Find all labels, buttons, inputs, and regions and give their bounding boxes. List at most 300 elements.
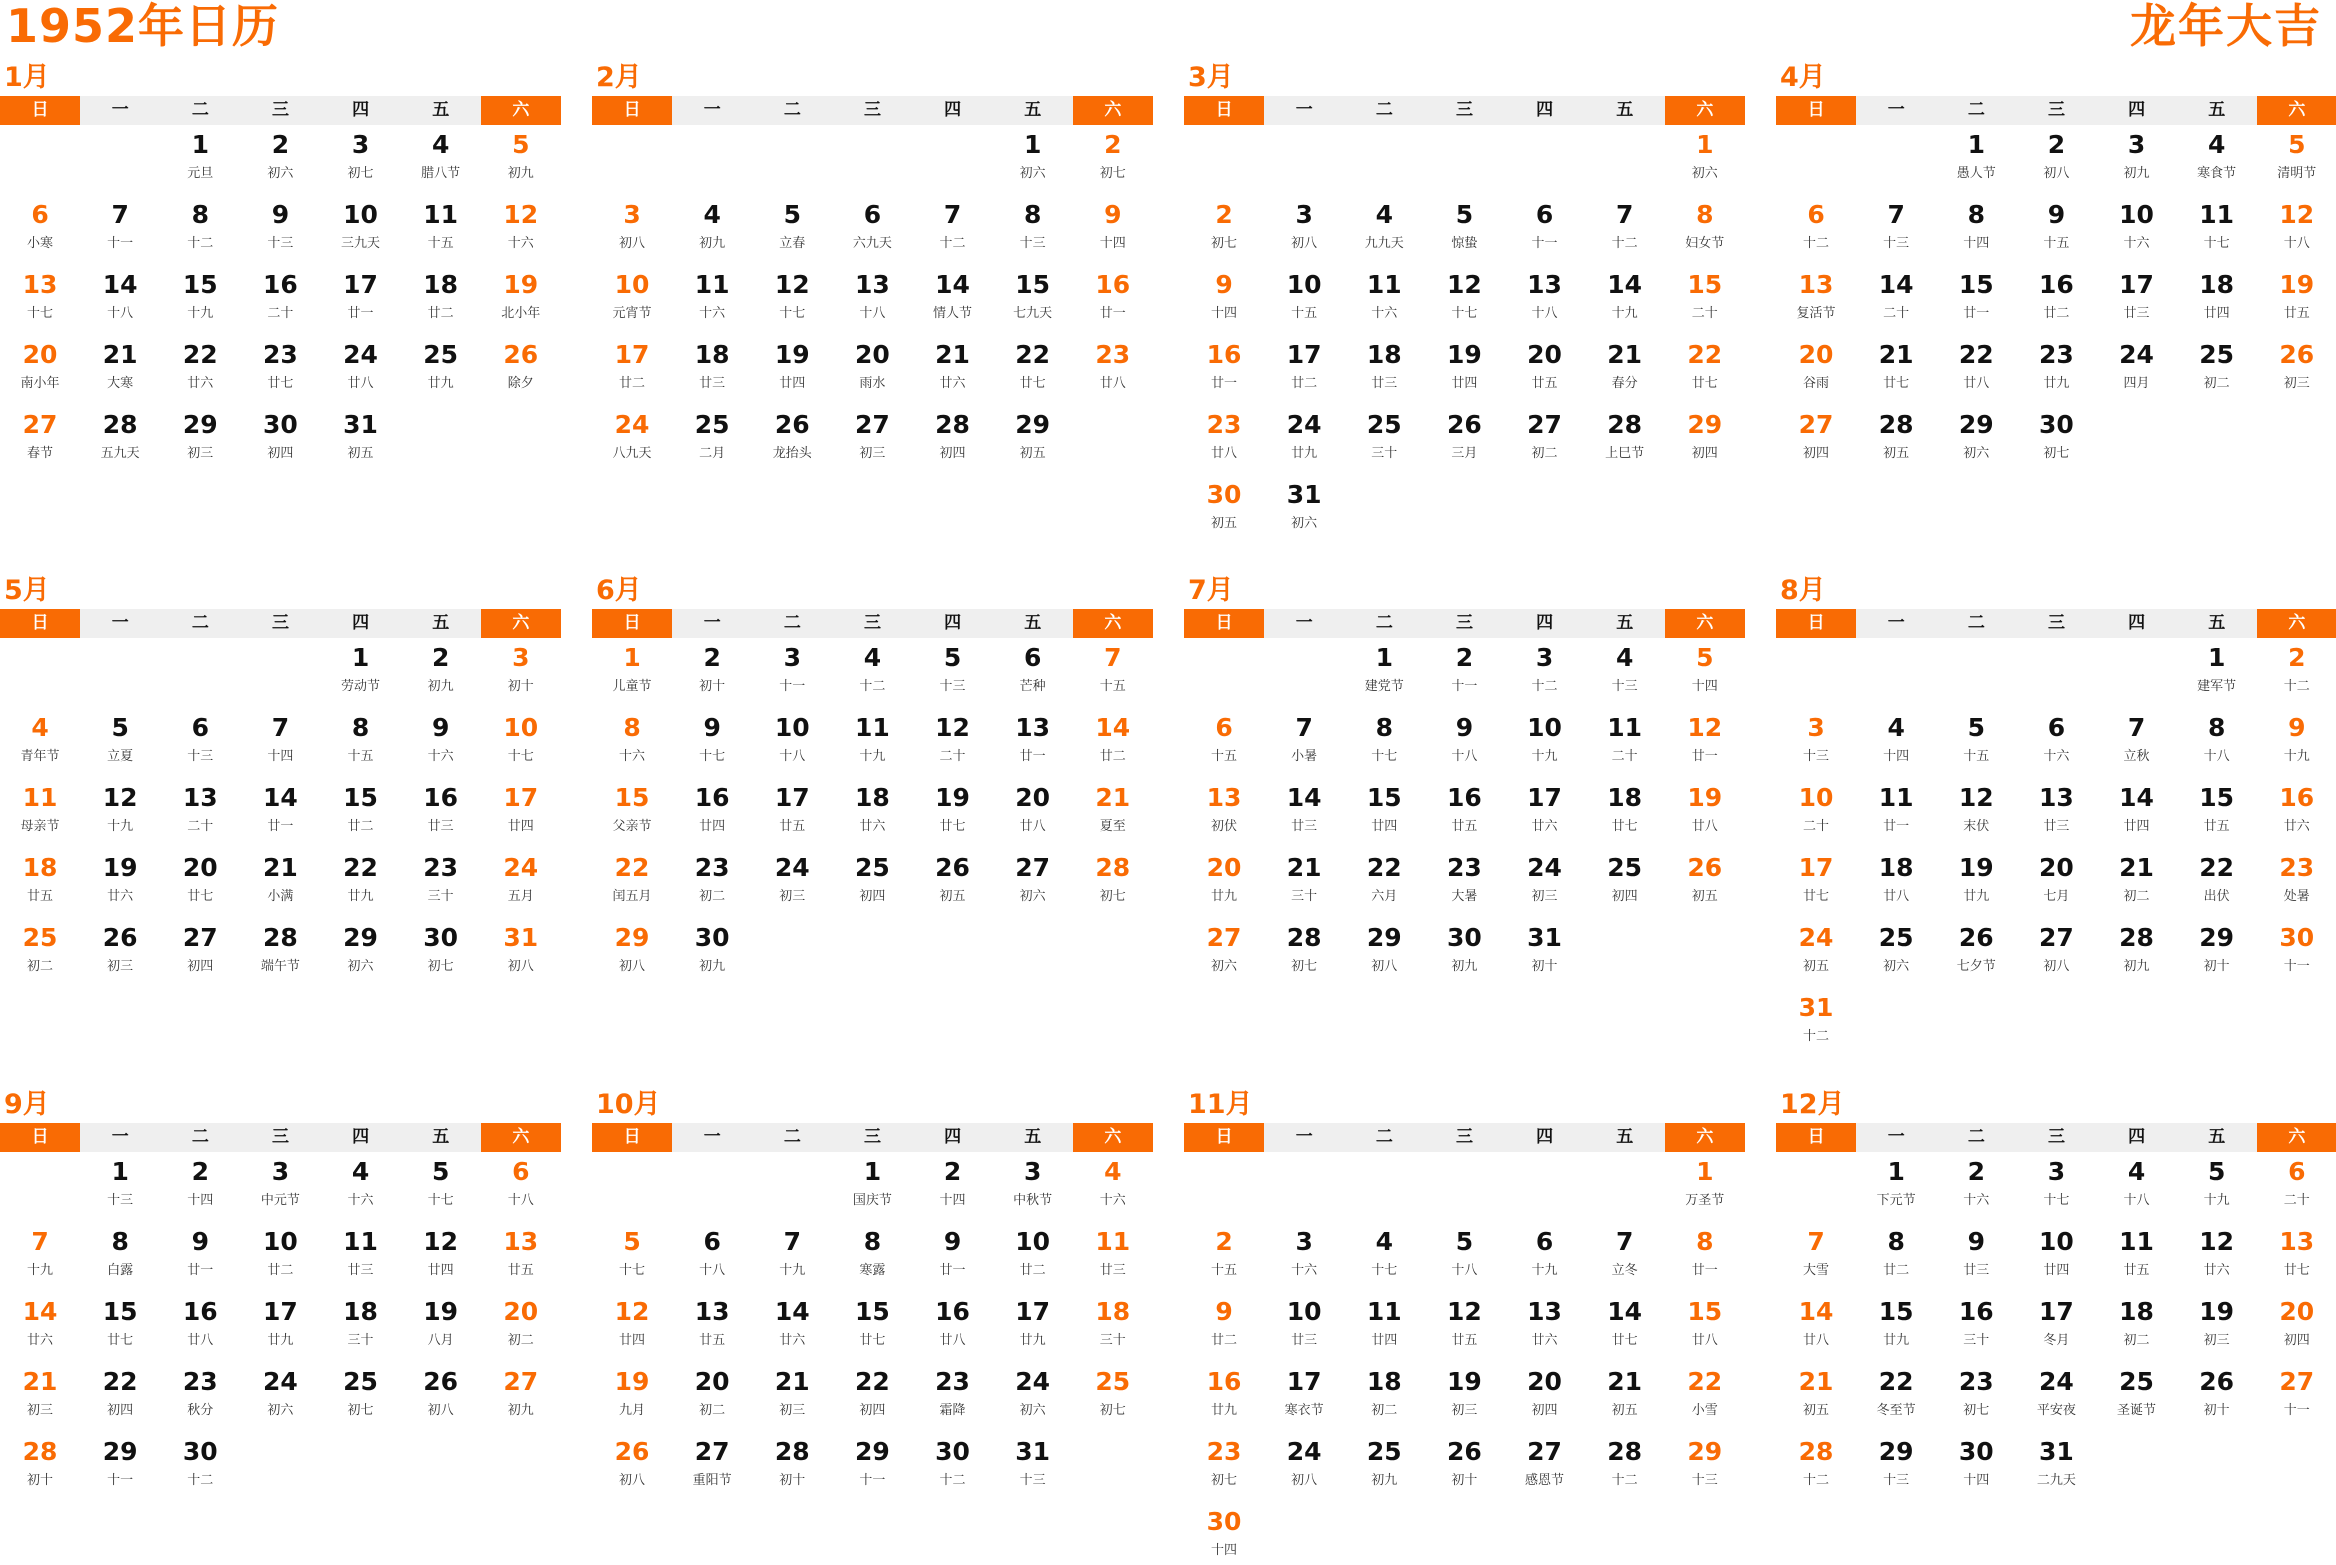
day-cell[interactable] — [1505, 1292, 1585, 1362]
day-cell[interactable] — [592, 1292, 672, 1362]
day-cell[interactable] — [0, 335, 80, 405]
day-cell[interactable] — [1585, 1362, 1665, 1432]
day-cell[interactable] — [752, 1362, 832, 1432]
day-cell[interactable] — [1856, 195, 1936, 265]
day-cell[interactable] — [832, 848, 912, 918]
day-cell[interactable] — [160, 1292, 240, 1362]
day-cell[interactable] — [2097, 1292, 2177, 1362]
day-cell[interactable] — [160, 1152, 240, 1222]
day-cell[interactable] — [1776, 778, 1856, 848]
day-cell[interactable] — [1073, 335, 1153, 405]
day-cell[interactable] — [993, 708, 1073, 778]
day-cell[interactable] — [1344, 1432, 1424, 1502]
day-cell[interactable] — [2097, 335, 2177, 405]
day-cell[interactable] — [1936, 265, 2016, 335]
day-cell[interactable] — [401, 265, 481, 335]
day-cell[interactable] — [80, 195, 160, 265]
day-cell[interactable] — [240, 1362, 320, 1432]
day-cell[interactable] — [1936, 1222, 2016, 1292]
day-cell[interactable] — [1505, 195, 1585, 265]
day-cell[interactable] — [80, 1152, 160, 1222]
day-cell[interactable] — [993, 1222, 1073, 1292]
day-cell[interactable] — [1073, 1152, 1153, 1222]
day-cell[interactable] — [2016, 708, 2096, 778]
day-cell[interactable] — [752, 335, 832, 405]
day-cell[interactable] — [1856, 778, 1936, 848]
day-cell[interactable] — [481, 1362, 561, 1432]
day-cell[interactable] — [481, 708, 561, 778]
day-cell[interactable] — [1344, 405, 1424, 475]
day-cell[interactable] — [80, 1292, 160, 1362]
day-cell[interactable] — [592, 708, 672, 778]
day-cell[interactable] — [832, 1152, 912, 1222]
day-cell[interactable] — [80, 778, 160, 848]
day-cell[interactable] — [321, 848, 401, 918]
day-cell[interactable] — [672, 918, 752, 988]
day-cell[interactable] — [1344, 1292, 1424, 1362]
day-cell[interactable] — [1776, 1432, 1856, 1502]
day-cell[interactable] — [2177, 708, 2257, 778]
day-cell[interactable] — [1264, 1432, 1344, 1502]
day-cell[interactable] — [2097, 195, 2177, 265]
day-cell[interactable] — [592, 195, 672, 265]
day-cell[interactable] — [592, 778, 672, 848]
day-cell[interactable] — [1856, 405, 1936, 475]
day-cell[interactable] — [1776, 195, 1856, 265]
day-cell[interactable] — [672, 1432, 752, 1502]
day-cell[interactable] — [1856, 1152, 1936, 1222]
day-cell[interactable] — [160, 708, 240, 778]
day-cell[interactable] — [240, 918, 320, 988]
day-cell[interactable] — [321, 918, 401, 988]
day-cell[interactable] — [1424, 638, 1504, 708]
day-cell[interactable] — [1184, 778, 1264, 848]
day-cell[interactable] — [481, 195, 561, 265]
day-cell[interactable] — [2016, 918, 2096, 988]
day-cell[interactable] — [1184, 405, 1264, 475]
day-cell[interactable] — [1073, 125, 1153, 195]
day-cell[interactable] — [2097, 1222, 2177, 1292]
day-cell[interactable] — [1936, 335, 2016, 405]
day-cell[interactable] — [160, 195, 240, 265]
day-cell[interactable] — [1264, 405, 1344, 475]
day-cell[interactable] — [832, 195, 912, 265]
day-cell[interactable] — [1505, 918, 1585, 988]
day-cell[interactable] — [1344, 265, 1424, 335]
day-cell[interactable] — [2016, 265, 2096, 335]
day-cell[interactable] — [321, 125, 401, 195]
day-cell[interactable] — [592, 638, 672, 708]
day-cell[interactable] — [1184, 1502, 1264, 1565]
day-cell[interactable] — [832, 265, 912, 335]
day-cell[interactable] — [1665, 405, 1745, 475]
day-cell[interactable] — [240, 405, 320, 475]
day-cell[interactable] — [1073, 638, 1153, 708]
day-cell[interactable] — [1665, 848, 1745, 918]
day-cell[interactable] — [481, 125, 561, 195]
day-cell[interactable] — [160, 405, 240, 475]
day-cell[interactable] — [1505, 848, 1585, 918]
day-cell[interactable] — [1776, 1362, 1856, 1432]
day-cell[interactable] — [592, 918, 672, 988]
day-cell[interactable] — [1184, 195, 1264, 265]
day-cell[interactable] — [1073, 1362, 1153, 1432]
day-cell[interactable] — [1665, 265, 1745, 335]
day-cell[interactable] — [913, 1292, 993, 1362]
day-cell[interactable] — [1264, 848, 1344, 918]
day-cell[interactable] — [2257, 1362, 2336, 1432]
day-cell[interactable] — [481, 918, 561, 988]
day-cell[interactable] — [993, 848, 1073, 918]
day-cell[interactable] — [401, 1362, 481, 1432]
day-cell[interactable] — [2257, 1292, 2336, 1362]
day-cell[interactable] — [1424, 848, 1504, 918]
day-cell[interactable] — [2177, 918, 2257, 988]
day-cell[interactable] — [672, 708, 752, 778]
day-cell[interactable] — [401, 638, 481, 708]
day-cell[interactable] — [1856, 1292, 1936, 1362]
day-cell[interactable] — [913, 335, 993, 405]
day-cell[interactable] — [832, 335, 912, 405]
day-cell[interactable] — [1505, 1432, 1585, 1502]
day-cell[interactable] — [1264, 1222, 1344, 1292]
day-cell[interactable] — [0, 405, 80, 475]
day-cell[interactable] — [1856, 1362, 1936, 1432]
day-cell[interactable] — [1184, 1292, 1264, 1362]
day-cell[interactable] — [481, 638, 561, 708]
day-cell[interactable] — [160, 848, 240, 918]
day-cell[interactable] — [672, 405, 752, 475]
day-cell[interactable] — [1344, 1222, 1424, 1292]
day-cell[interactable] — [672, 1222, 752, 1292]
day-cell[interactable] — [2177, 265, 2257, 335]
day-cell[interactable] — [1505, 335, 1585, 405]
day-cell[interactable] — [1776, 848, 1856, 918]
day-cell[interactable] — [913, 405, 993, 475]
day-cell[interactable] — [1856, 335, 1936, 405]
day-cell[interactable] — [80, 1432, 160, 1502]
day-cell[interactable] — [752, 1432, 832, 1502]
day-cell[interactable] — [832, 1432, 912, 1502]
day-cell[interactable] — [160, 778, 240, 848]
day-cell[interactable] — [1585, 405, 1665, 475]
day-cell[interactable] — [1424, 265, 1504, 335]
day-cell[interactable] — [832, 638, 912, 708]
day-cell[interactable] — [1264, 918, 1344, 988]
day-cell[interactable] — [1665, 335, 1745, 405]
day-cell[interactable] — [1344, 195, 1424, 265]
day-cell[interactable] — [1776, 1292, 1856, 1362]
day-cell[interactable] — [1424, 778, 1504, 848]
day-cell[interactable] — [913, 1432, 993, 1502]
day-cell[interactable] — [1073, 265, 1153, 335]
day-cell[interactable] — [1776, 918, 1856, 988]
day-cell[interactable] — [2177, 125, 2257, 195]
day-cell[interactable] — [2177, 195, 2257, 265]
day-cell[interactable] — [1665, 1432, 1745, 1502]
day-cell[interactable] — [1505, 778, 1585, 848]
day-cell[interactable] — [160, 1432, 240, 1502]
day-cell[interactable] — [240, 778, 320, 848]
day-cell[interactable] — [913, 1362, 993, 1432]
day-cell[interactable] — [993, 405, 1073, 475]
day-cell[interactable] — [1936, 1432, 2016, 1502]
day-cell[interactable] — [1073, 778, 1153, 848]
day-cell[interactable] — [592, 1432, 672, 1502]
day-cell[interactable] — [1585, 335, 1665, 405]
day-cell[interactable] — [1073, 1222, 1153, 1292]
day-cell[interactable] — [2177, 1222, 2257, 1292]
day-cell[interactable] — [2177, 335, 2257, 405]
day-cell[interactable] — [1424, 1222, 1504, 1292]
day-cell[interactable] — [1184, 265, 1264, 335]
day-cell[interactable] — [80, 708, 160, 778]
day-cell[interactable] — [1344, 918, 1424, 988]
day-cell[interactable] — [752, 778, 832, 848]
day-cell[interactable] — [321, 1222, 401, 1292]
day-cell[interactable] — [1936, 1362, 2016, 1432]
day-cell[interactable] — [481, 265, 561, 335]
day-cell[interactable] — [672, 848, 752, 918]
day-cell[interactable] — [1936, 778, 2016, 848]
day-cell[interactable] — [1856, 1432, 1936, 1502]
day-cell[interactable] — [321, 778, 401, 848]
day-cell[interactable] — [1665, 1292, 1745, 1362]
day-cell[interactable] — [2097, 918, 2177, 988]
day-cell[interactable] — [1184, 475, 1264, 545]
day-cell[interactable] — [1856, 265, 1936, 335]
day-cell[interactable] — [1936, 848, 2016, 918]
day-cell[interactable] — [993, 1362, 1073, 1432]
day-cell[interactable] — [80, 405, 160, 475]
day-cell[interactable] — [913, 848, 993, 918]
day-cell[interactable] — [2177, 778, 2257, 848]
day-cell[interactable] — [481, 1152, 561, 1222]
day-cell[interactable] — [0, 778, 80, 848]
day-cell[interactable] — [1424, 1362, 1504, 1432]
day-cell[interactable] — [321, 638, 401, 708]
day-cell[interactable] — [1936, 125, 2016, 195]
day-cell[interactable] — [1936, 708, 2016, 778]
day-cell[interactable] — [401, 1292, 481, 1362]
day-cell[interactable] — [1073, 195, 1153, 265]
day-cell[interactable] — [2016, 1362, 2096, 1432]
day-cell[interactable] — [1424, 918, 1504, 988]
day-cell[interactable] — [240, 335, 320, 405]
day-cell[interactable] — [1585, 638, 1665, 708]
day-cell[interactable] — [160, 125, 240, 195]
day-cell[interactable] — [2257, 335, 2336, 405]
day-cell[interactable] — [1936, 405, 2016, 475]
day-cell[interactable] — [672, 638, 752, 708]
day-cell[interactable] — [1936, 1152, 2016, 1222]
day-cell[interactable] — [993, 195, 1073, 265]
day-cell[interactable] — [2016, 405, 2096, 475]
day-cell[interactable] — [672, 1362, 752, 1432]
day-cell[interactable] — [401, 1152, 481, 1222]
day-cell[interactable] — [2177, 1292, 2257, 1362]
day-cell[interactable] — [752, 405, 832, 475]
day-cell[interactable] — [1073, 1292, 1153, 1362]
day-cell[interactable] — [401, 195, 481, 265]
day-cell[interactable] — [1936, 195, 2016, 265]
day-cell[interactable] — [832, 1292, 912, 1362]
day-cell[interactable] — [2016, 1152, 2096, 1222]
day-cell[interactable] — [2257, 918, 2336, 988]
day-cell[interactable] — [752, 195, 832, 265]
day-cell[interactable] — [993, 1152, 1073, 1222]
day-cell[interactable] — [1665, 638, 1745, 708]
day-cell[interactable] — [832, 405, 912, 475]
day-cell[interactable] — [752, 638, 832, 708]
day-cell[interactable] — [2097, 778, 2177, 848]
day-cell[interactable] — [1665, 708, 1745, 778]
day-cell[interactable] — [1585, 265, 1665, 335]
day-cell[interactable] — [80, 848, 160, 918]
day-cell[interactable] — [752, 708, 832, 778]
day-cell[interactable] — [1776, 265, 1856, 335]
day-cell[interactable] — [321, 405, 401, 475]
day-cell[interactable] — [2257, 1222, 2336, 1292]
day-cell[interactable] — [2016, 335, 2096, 405]
day-cell[interactable] — [672, 335, 752, 405]
day-cell[interactable] — [1184, 335, 1264, 405]
day-cell[interactable] — [321, 1292, 401, 1362]
day-cell[interactable] — [1585, 1432, 1665, 1502]
day-cell[interactable] — [2016, 1432, 2096, 1502]
day-cell[interactable] — [0, 1432, 80, 1502]
day-cell[interactable] — [1424, 1292, 1504, 1362]
day-cell[interactable] — [1344, 1362, 1424, 1432]
day-cell[interactable] — [1665, 125, 1745, 195]
day-cell[interactable] — [1424, 405, 1504, 475]
day-cell[interactable] — [481, 778, 561, 848]
day-cell[interactable] — [1665, 778, 1745, 848]
day-cell[interactable] — [2177, 1152, 2257, 1222]
day-cell[interactable] — [2016, 778, 2096, 848]
day-cell[interactable] — [401, 778, 481, 848]
day-cell[interactable] — [672, 1292, 752, 1362]
day-cell[interactable] — [160, 265, 240, 335]
day-cell[interactable] — [2097, 1362, 2177, 1432]
day-cell[interactable] — [993, 638, 1073, 708]
day-cell[interactable] — [1776, 1222, 1856, 1292]
day-cell[interactable] — [2097, 1152, 2177, 1222]
day-cell[interactable] — [2097, 848, 2177, 918]
day-cell[interactable] — [913, 195, 993, 265]
day-cell[interactable] — [832, 1362, 912, 1432]
day-cell[interactable] — [321, 335, 401, 405]
day-cell[interactable] — [2097, 708, 2177, 778]
day-cell[interactable] — [80, 918, 160, 988]
day-cell[interactable] — [1264, 1292, 1344, 1362]
day-cell[interactable] — [2016, 125, 2096, 195]
day-cell[interactable] — [2257, 708, 2336, 778]
day-cell[interactable] — [1505, 405, 1585, 475]
day-cell[interactable] — [1073, 708, 1153, 778]
day-cell[interactable] — [832, 1222, 912, 1292]
day-cell[interactable] — [1665, 1152, 1745, 1222]
day-cell[interactable] — [1936, 1292, 2016, 1362]
day-cell[interactable] — [481, 1292, 561, 1362]
day-cell[interactable] — [913, 778, 993, 848]
day-cell[interactable] — [401, 335, 481, 405]
day-cell[interactable] — [1264, 1362, 1344, 1432]
day-cell[interactable] — [592, 265, 672, 335]
day-cell[interactable] — [481, 848, 561, 918]
day-cell[interactable] — [401, 848, 481, 918]
day-cell[interactable] — [1505, 1362, 1585, 1432]
day-cell[interactable] — [913, 1222, 993, 1292]
day-cell[interactable] — [401, 1222, 481, 1292]
day-cell[interactable] — [1424, 1432, 1504, 1502]
day-cell[interactable] — [1856, 918, 1936, 988]
day-cell[interactable] — [993, 778, 1073, 848]
day-cell[interactable] — [1264, 778, 1344, 848]
day-cell[interactable] — [2016, 1222, 2096, 1292]
day-cell[interactable] — [1585, 778, 1665, 848]
day-cell[interactable] — [592, 1362, 672, 1432]
day-cell[interactable] — [240, 265, 320, 335]
day-cell[interactable] — [0, 708, 80, 778]
day-cell[interactable] — [993, 1432, 1073, 1502]
day-cell[interactable] — [1585, 195, 1665, 265]
day-cell[interactable] — [1184, 918, 1264, 988]
day-cell[interactable] — [1505, 265, 1585, 335]
day-cell[interactable] — [1344, 778, 1424, 848]
day-cell[interactable] — [1424, 708, 1504, 778]
day-cell[interactable] — [240, 708, 320, 778]
day-cell[interactable] — [1936, 918, 2016, 988]
day-cell[interactable] — [0, 195, 80, 265]
day-cell[interactable] — [2177, 848, 2257, 918]
day-cell[interactable] — [2177, 638, 2257, 708]
day-cell[interactable] — [1424, 335, 1504, 405]
day-cell[interactable] — [592, 335, 672, 405]
day-cell[interactable] — [1264, 335, 1344, 405]
day-cell[interactable] — [1776, 988, 1856, 1058]
day-cell[interactable] — [1264, 265, 1344, 335]
day-cell[interactable] — [1856, 708, 1936, 778]
day-cell[interactable] — [0, 265, 80, 335]
day-cell[interactable] — [1073, 848, 1153, 918]
day-cell[interactable] — [0, 1362, 80, 1432]
day-cell[interactable] — [1505, 638, 1585, 708]
day-cell[interactable] — [240, 1222, 320, 1292]
day-cell[interactable] — [592, 848, 672, 918]
day-cell[interactable] — [752, 1292, 832, 1362]
day-cell[interactable] — [1264, 195, 1344, 265]
day-cell[interactable] — [1505, 1222, 1585, 1292]
day-cell[interactable] — [832, 708, 912, 778]
day-cell[interactable] — [1505, 708, 1585, 778]
day-cell[interactable] — [2257, 778, 2336, 848]
day-cell[interactable] — [1344, 638, 1424, 708]
day-cell[interactable] — [2016, 848, 2096, 918]
day-cell[interactable] — [240, 1152, 320, 1222]
day-cell[interactable] — [160, 1222, 240, 1292]
day-cell[interactable] — [592, 1222, 672, 1292]
day-cell[interactable] — [2177, 1362, 2257, 1432]
day-cell[interactable] — [672, 195, 752, 265]
day-cell[interactable] — [1344, 708, 1424, 778]
day-cell[interactable] — [1776, 708, 1856, 778]
day-cell[interactable] — [0, 848, 80, 918]
day-cell[interactable] — [1264, 708, 1344, 778]
day-cell[interactable] — [1184, 848, 1264, 918]
day-cell[interactable] — [913, 708, 993, 778]
day-cell[interactable] — [1184, 1222, 1264, 1292]
